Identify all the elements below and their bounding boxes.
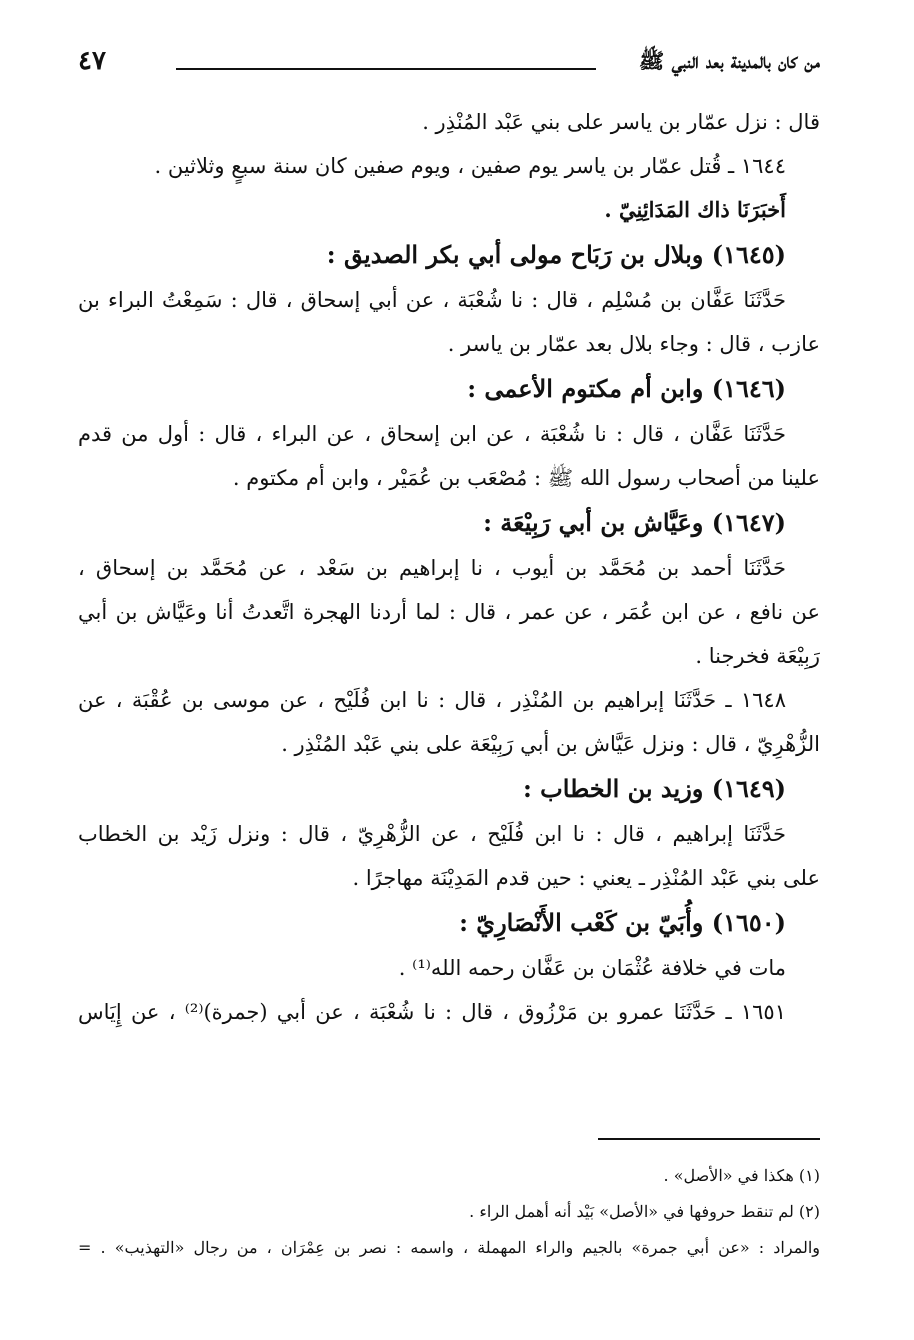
- text-line: علينا من أصحاب رسول الله ﷺ : مُصْعَب بن عُمَيْر ، وابن أم مكتوم .: [232, 466, 820, 490]
- text-line: على بني عَبْد المُنْذِر ـ يعني : حين قدم المَدِيْنَة مهاجرًا .: [352, 866, 820, 890]
- entry-heading-1646: (١٦٤٦) وابن أم مكتوم الأعمى :: [467, 374, 786, 403]
- text-line: حَدَّثَنَا عَفَّان بن مُسْلِم ، قال : نا شُعْبَة ، عن أبي إسحاق ، قال : سَمِعْتُ البراء بن: [78, 288, 786, 312]
- text-line: حَدَّثَنَا عَفَّان ، قال : نا شُعْبَة ، عن ابن إسحاق ، عن البراء ، قال : أول من قدم: [78, 422, 786, 446]
- footnote-1: (١) هكذا في «الأصل» .: [663, 1166, 820, 1185]
- text-line: أَخبَرَنَا ذاك المَدَائِنِيّ .: [604, 197, 786, 222]
- hadith-1648: ١٦٤٨ ـ حَدَّثَنَا إبراهيم بن المُنْذِر ، قال : نا ابن فُلَيْح ، عن موسى بن عُقْبَة ، عن: [78, 688, 786, 712]
- footnote-2: (٢) لم تنقط حروفها في «الأصل» بَيْد أنه أهمل الراء .: [469, 1202, 820, 1221]
- text-line: الزُّهْرِيّ ، قال : ونزل عَيَّاش بن أبي رَبِيْعَة على بني عَبْد المُنْذِر .: [281, 732, 820, 756]
- text-line: عازب ، قال : وجاء بلال بعد عمّار بن ياسر .: [447, 332, 820, 356]
- hadith-1651: ١٦٥١ ـ حَدَّثَنَا عمرو بن مَرْزُوق ، قال : نا شُعْبَة ، عن أبي (جمرة)⁽²⁾ ، عن إِيَاس: [78, 1000, 786, 1024]
- footnotes: [78, 1158, 820, 1266]
- entry-heading-1649: (١٦٤٩) وزيد بن الخطاب :: [522, 774, 786, 803]
- page-number: ٤٧: [78, 46, 106, 76]
- entry-heading-1647: (١٦٤٧) وعَيَّاش بن أبي رَبِيْعَة :: [483, 508, 786, 537]
- text-line: رَبِيْعَة فخرجنا .: [695, 644, 820, 668]
- running-header: [78, 44, 820, 84]
- header-rule: [176, 68, 596, 70]
- text-line: قال : نزل عمّار بن ياسر على بني عَبْد المُنْذِر .: [422, 110, 820, 134]
- main-text: [78, 100, 820, 1034]
- text-line: حَدَّثَنَا إبراهيم ، قال : نا ابن فُلَيْح ، عن الزُّهْرِيّ ، قال : ونزل زَيْد بن الخطاب: [78, 822, 786, 846]
- text-line: عن نافع ، عن ابن عُمَر ، عن عمر ، قال : لما أردنا الهجرة اتَّعدتُ أنا وعَيَّاش بن أبي: [78, 600, 820, 624]
- hadith-1644: ١٦٤٤ ـ قُتل عمّار بن ياسر يوم صفين ، ويوم صفين كان سنة سبعٍ وثلاثين .: [154, 154, 786, 178]
- text-line: حَدَّثَنَا أحمد بن مُحَمَّد بن أيوب ، نا إبراهيم بن سَعْد ، عن مُحَمَّد بن إسحاق ،: [78, 556, 786, 580]
- entry-heading-1645: (١٦٤٥) وبلال بن رَبَاح مولى أبي بكر الصديق :: [326, 240, 786, 269]
- footnote-2-continued: والمراد : «عن أبي جمرة» بالجيم والراء المهملة ، واسمه : نصر بن عِمْرَان ، من رجال «التهذيب» . =: [78, 1238, 820, 1257]
- text-line: مات في خلافة عُثْمَان بن عَفَّان رحمه الله⁽¹⁾ .: [398, 956, 786, 980]
- footnote-rule: [598, 1138, 820, 1140]
- running-title: من كان بالمدينة بعد النبي ﷺ: [638, 48, 820, 73]
- entry-heading-1650: (١٦٥٠) وأُبَيّ بن كَعْب الأَنْصَارِيّ :: [459, 908, 786, 937]
